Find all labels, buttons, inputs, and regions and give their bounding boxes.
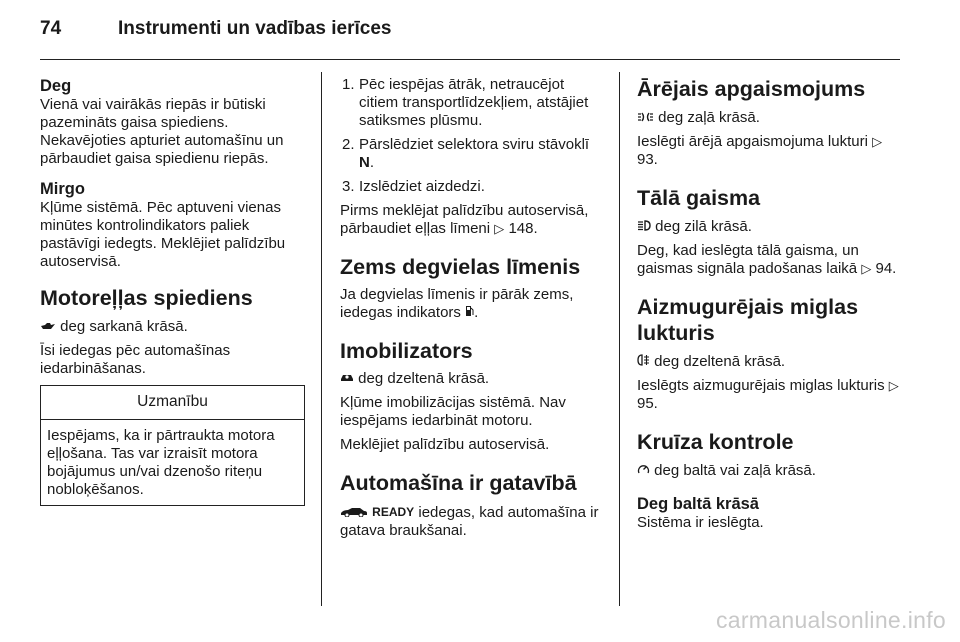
- immobilizer-line: deg dzeltenā krāsā.: [358, 370, 490, 387]
- cruise-control-heading: Kruīza kontrole: [637, 430, 794, 454]
- fuel-text: Ja degvielas līmenis ir pārāk zems, iedegas indikators .: [340, 286, 574, 321]
- car-ready-text: iedegas, kad automašīna ir gatava braukšanai.: [340, 504, 599, 539]
- cruise-control-icon: [637, 462, 650, 479]
- page-number: 74: [40, 18, 62, 39]
- rear-fog-line: deg dzeltenā krāsā.: [654, 353, 786, 370]
- column-1: [40, 76, 305, 506]
- page-header: [40, 18, 391, 40]
- watermark: carmanualsonline.info: [715, 607, 946, 633]
- list-item: 1. Pēc iespējas ātrāk, netraucējot citiem transportlīdzekļiem, atstājiet satiksmes plūsmu.: [342, 76, 589, 129]
- oil-text: Īsi iedegas pēc automašīnas iedarbināšanas.: [40, 342, 231, 377]
- side-lights-icon: [637, 109, 654, 126]
- immobilizer-heading: Imobilizators: [340, 339, 473, 363]
- column-divider-left: [321, 72, 322, 606]
- high-beam-heading: Tālā gaisma: [637, 186, 761, 210]
- column-divider-right: [619, 72, 620, 606]
- mirgo-text: Kļūme sistēmā. Pēc aptuveni vienas minūtes kontrolindikators paliek pastāvīgi iedegts. Meklējiet palīdzību autoservisā.: [40, 199, 286, 270]
- list-item: 2. Pārslēdziet selektora sviru stāvoklī N.: [342, 136, 590, 171]
- rear-fog-heading: Aizmugurējais miglas lukturis: [637, 295, 859, 345]
- rear-fog-icon: [637, 353, 650, 370]
- caution-text: Iespējams, ka ir pārtraukta motora eļļošana. Tas var izraisīt motora bojājumus un/vai dzenošo riteņu nobloķēšanos.: [47, 427, 275, 498]
- cruise-control-line: deg baltā vai zaļā krāsā.: [654, 462, 816, 479]
- column-3: [637, 76, 902, 532]
- caution-box: [40, 385, 305, 506]
- page-ref-arrow-icon: ▷: [872, 134, 883, 149]
- caution-title: Uzmanību: [41, 386, 304, 420]
- low-fuel-heading: Zems degvielas līmenis: [340, 255, 581, 279]
- white-text: Sistēma ir ieslēgta.: [637, 514, 764, 531]
- immobilizer-text-2: Meklējiet palīdzību autoservisā.: [340, 436, 550, 453]
- car-ready-heading: Automašīna ir gatavībā: [340, 471, 577, 495]
- rear-fog-text: Ieslēgts aizmugurējais miglas lukturis ▷ 95.: [637, 377, 899, 412]
- oil-can-icon: [40, 318, 56, 335]
- oil-level-text: Pirms meklējat palīdzību autoservisā, pārbaudiet eļļas līmeni ▷ 148.: [340, 202, 589, 237]
- column-2: [340, 76, 605, 540]
- header-rule: [40, 59, 900, 60]
- page-title: Instrumenti un vadības ierīces: [118, 18, 392, 39]
- exterior-lights-text: Ieslēgti ārējā apgaismojuma lukturi ▷ 93.: [637, 133, 883, 168]
- high-beam-text: Deg, kad ieslēgta tālā gaisma, un gaismas signāla padošanas laikā ▷ 94.: [637, 242, 897, 277]
- oil-pressure-heading: Motoreļļas spiediens: [40, 286, 253, 310]
- oil-line: deg sarkanā krāsā.: [60, 318, 188, 335]
- ready-label: READY: [372, 505, 415, 519]
- white-heading: Deg baltā krāsā: [637, 495, 759, 513]
- high-beam-icon: [637, 218, 651, 235]
- immobilizer-text-1: Kļūme imobilizācijas sistēmā. Nav iespējams iedarbināt motoru.: [340, 394, 566, 429]
- page-ref-arrow-icon: ▷: [861, 261, 872, 276]
- car-key-icon: [340, 370, 354, 387]
- high-beam-line: deg zilā krāsā.: [655, 218, 752, 235]
- page-ref-arrow-icon: ▷: [494, 221, 505, 236]
- fuel-pump-icon: [465, 304, 474, 321]
- exterior-lights-heading: Ārējais apgaismojums: [637, 77, 866, 101]
- deg-text: Vienā vai vairākās riepās ir būtiski pazemināts gaisa spiediens. Nekavējoties apturiet automašīnu un pārbaudiet gaisa spiedienu riepās.: [40, 96, 284, 167]
- car-icon: [340, 504, 368, 521]
- exterior-lights-line: deg zaļā krāsā.: [658, 109, 760, 126]
- page-ref-arrow-icon: ▷: [888, 378, 899, 393]
- mirgo-heading: Mirgo: [40, 180, 85, 198]
- list-item: 3. Izslēdziet aizdedzi.: [342, 178, 485, 195]
- steps-list: [340, 76, 605, 196]
- deg-heading: Deg: [40, 77, 72, 95]
